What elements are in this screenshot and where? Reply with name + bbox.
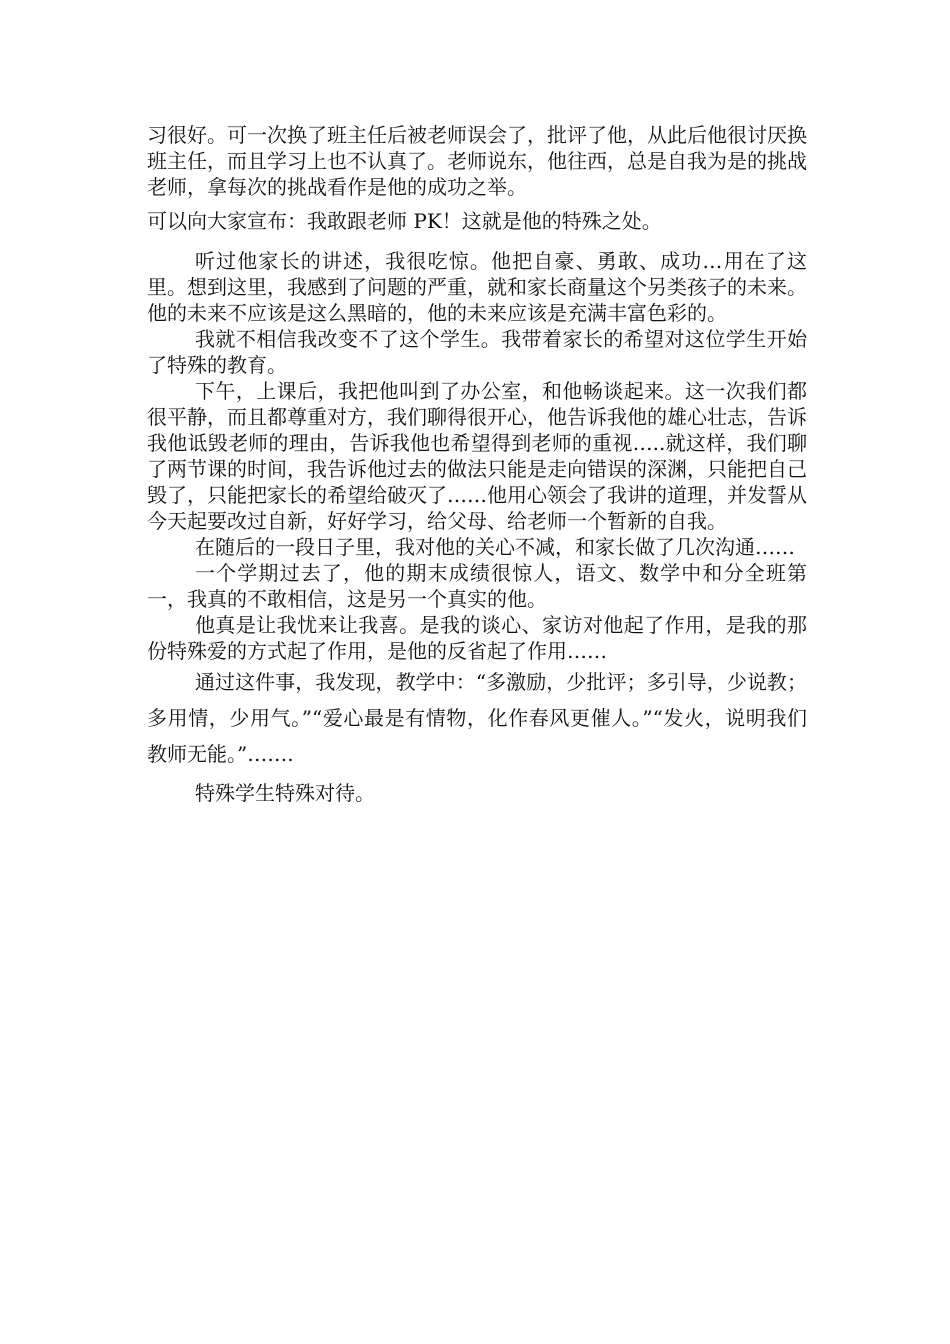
paragraph-9: 通过这件事，我发现，教学中：“多激励，少批评；多引导，少说教；多用情，少用气。”“爱心最是有情物，化作春风更催人。”“发火，说明我们教师无能。”……. bbox=[147, 670, 807, 766]
paragraph-5: 下午，上课后，我把他叫到了办公室，和他畅谈起来。这一次我们都很平静，而且都尊重对方，我们聊得很开心，他告诉我他的雄心壮志，告诉我他诋毁老师的理由，告诉我他也希望得到老师的重视…..就这样，我们聊了两节课的时间，我告诉他过去的做法只能是走向错误的深渊，只能把自己毁了，只能把家长的希望给破灭了……他用心领会了我讲的道理，并发誓从今天起要改过自新，好好学习，给父母、给老师一个暂新的自我。 bbox=[147, 379, 807, 533]
paragraph-4: 我就不相信我改变不了这个学生。我带着家长的希望对这位学生开始了特殊的教育。 bbox=[147, 327, 807, 377]
paragraph-3: 听过他家长的讲述，我很吃惊。他把自豪、勇敢、成功…用在了这里。想到这里，我感到了问题的严重，就和家长商量这个另类孩子的未来。他的未来不应该是这么黑暗的，他的未来应该是充满丰富色彩的。 bbox=[147, 249, 807, 325]
paragraph-7: 一个学期过去了，他的期末成绩很惊人，语文、数学中和分全班第一，我真的不敢相信，这是另一个真实的他。 bbox=[147, 561, 807, 611]
paragraph-8: 他真是让我忧来让我喜。是我的谈心、家访对他起了作用，是我的那份特殊爱的方式起了作用，是他的反省起了作用…… bbox=[147, 613, 807, 663]
paragraph-6: 在随后的一段日子里，我对他的关心不减，和家长做了几次沟通…… bbox=[195, 535, 795, 559]
paragraph-1: 习很好。可一次换了班主任后被老师误会了，批评了他，从此后他很讨厌换班主任，而且学习上也不认真了。老师说东，他往西，总是自我为是的挑战老师，拿每次的挑战看作是他的成功之举。 bbox=[147, 123, 807, 199]
paragraph-10: 特殊学生特殊对待。 bbox=[195, 781, 375, 805]
paragraph-2: 可以向大家宣布：我敢跟老师 PK！这就是他的特殊之处。 bbox=[147, 209, 662, 233]
document-body bbox=[147, 122, 807, 806]
